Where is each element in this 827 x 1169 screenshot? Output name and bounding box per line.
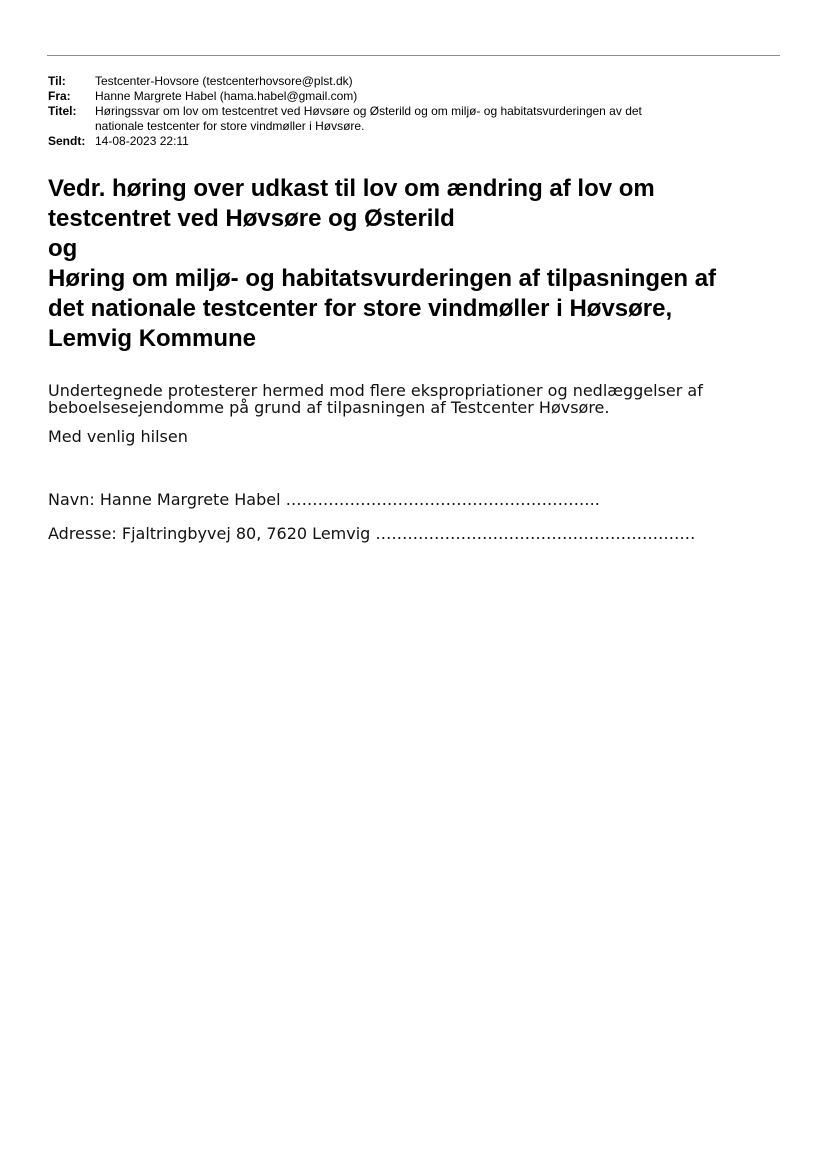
subject-line-6: Lemvig Kommune <box>48 325 257 352</box>
subject-heading <box>48 174 788 354</box>
sent-label: Sendt: <box>48 134 86 148</box>
from-label: Fra: <box>48 89 71 103</box>
protest-line-2: beboelsesejendomme på grund af tilpasningen af Testcenter Høvsøre. <box>48 398 610 417</box>
to-row <box>48 74 748 89</box>
protest-paragraph <box>48 382 768 416</box>
to-value: Testcenter-Hovsore (testcenterhovsore@plst.dk) <box>95 74 353 88</box>
to-label: Til: <box>48 74 66 88</box>
name-line: Navn: Hanne Margrete Habel ………………………………………………….. <box>48 490 600 509</box>
header-divider <box>47 55 780 56</box>
subject-line-4: Høring om miljø- og habitatsvurderingen af tilpasningen af <box>48 265 717 292</box>
sent-value: 14-08-2023 22:11 <box>95 134 189 148</box>
title-label: Titel: <box>48 104 77 118</box>
closing-text: Med venlig hilsen <box>48 427 188 446</box>
sent-row <box>48 134 748 149</box>
subject-line-3: og <box>48 235 78 262</box>
title-row <box>48 104 748 134</box>
title-value <box>95 104 748 134</box>
subject-line-2: testcentret ved Høvsøre og Østerild <box>48 205 455 232</box>
from-row <box>48 89 748 104</box>
subject-line-5: det nationale testcenter for store vindmøller i Høvsøre, <box>48 295 673 322</box>
title-value-line-1: Høringssvar om lov om testcentret ved Høvsøre og Østerild og om miljø- og habitatsvurderingen av det <box>95 104 642 118</box>
address-line: Adresse: Fjaltringbyvej 80, 7620 Lemvig …………………………………………………… <box>48 524 696 543</box>
protest-line-1: Undertegnede protesterer hermed mod flere ekspropriationer og nedlæggelser af <box>48 381 703 400</box>
from-value: Hanne Margrete Habel (hama.habel@gmail.com) <box>95 89 358 103</box>
title-value-line-2: nationale testcenter for store vindmøller i Høvsøre. <box>95 119 365 133</box>
email-header <box>48 74 748 149</box>
subject-line-1: Vedr. høring over udkast til lov om ændring af lov om <box>48 175 655 202</box>
